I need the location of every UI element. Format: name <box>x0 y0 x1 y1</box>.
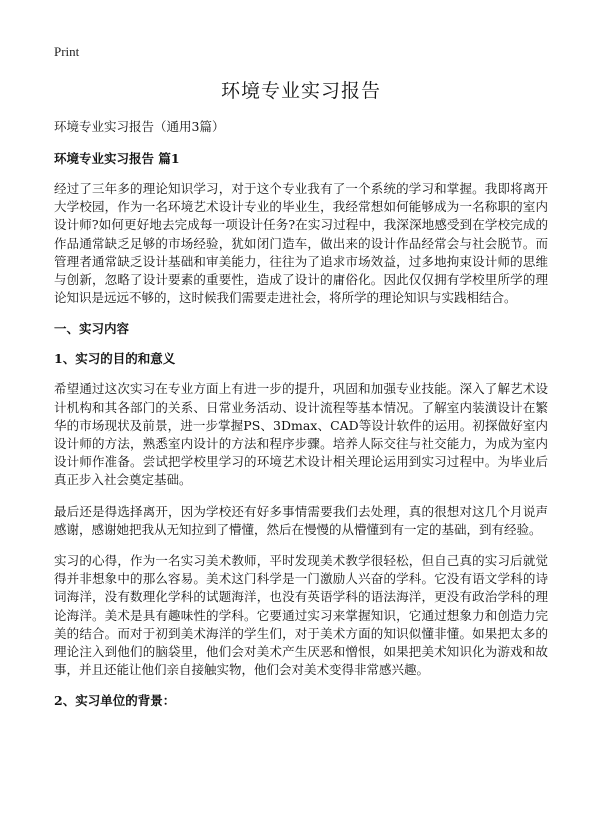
section-heading-purpose: 1、实习的目的和意义 <box>54 351 176 367</box>
document-title: 环境专业实习报告 <box>220 80 381 102</box>
section-heading-unit: 2、实习单位的背景： <box>54 693 176 709</box>
part-heading: 环境专业实习报告 篇1 <box>54 151 180 166</box>
purpose-paragraph: 希望通过这次实习在专业方面上有进一步的提升，巩固和加强专业技能。深入了解艺术设计机构和其各部门的关系、日常业务活动、设计流程等基本情况。了解室内装潢设计在繁华的市场现状及前景，进一步掌握PS、3Dmax、CAD等设计软件的运用。初探做好室内设计师的方法，熟悉室内设计的方法和程序步骤。培养人际交往与社交能力，为成为室内设计师作准备。尝试把学校里学习的环境艺术设计相关理论运用到实习过程中。为毕业后真正步入社会奠定基础。 <box>54 381 548 488</box>
section-heading-content: 一、实习内容 <box>54 321 130 337</box>
document-subtitle: 环境专业实习报告（通用3篇） <box>54 119 225 134</box>
intro-paragraph: 经过了三年多的理论知识学习，对于这个专业我有了一个系统的学习和掌握。我即将离开大学校园，作为一名环境艺术设计专业的毕业生，我经常想如何能够成为一名称职的室内设计师?如何更好地去完成每一项设计任务?在实习过程中，我深深地感受到在学校完成的作品通常缺乏足够的市场经验，犹如闭门造车，做出来的设计作品经常会与社会脱节。而管理者通常缺乏设计基础和审美能力，往往为了追求市场效益，过多地拘束设计师的思维与创新，忽略了设计要素的重要性，造成了设计的庸俗化。因此仅仅拥有学校里所学的理论知识是远远不够的，这时候我们需要走进社会，将所学的理论知识与实践相结合。 <box>54 181 548 306</box>
thanks-paragraph: 最后还是得选择离开，因为学校还有好多事情需要我们去处理，真的很想对这几个月说声感谢，感谢她把我从无知拉到了懵懂，然后在慢慢的从懵懂到有一定的基础，到有经验。 <box>54 503 548 537</box>
print-label: Print <box>54 44 80 59</box>
experience-paragraph: 实习的心得，作为一名实习美术教师，平时发现美术教学很轻松，但自己真的实习后就觉得并非想象中的那么容易。美术这门科学是一门激励人兴奋的学科。它没有语文学科的诗词海洋，没有数理化学科的试题海洋，也没有英语学科的语法海洋，更没有政治学科的理论海洋。美术是具有趣味性的学科。它要通过实习来掌握知识，它通过想象力和创造力完美的结合。而对于初到美术海洋的学生们，对于美术方面的知识似懂非懂。如果把太多的理论注入到他们的脑袋里，他们会对美术产生厌恶和憎恨，如果把美术知识化为游戏和故事，并且还能让他们亲自接触实物，他们会对美术变得非常感兴趣。 <box>54 553 548 678</box>
